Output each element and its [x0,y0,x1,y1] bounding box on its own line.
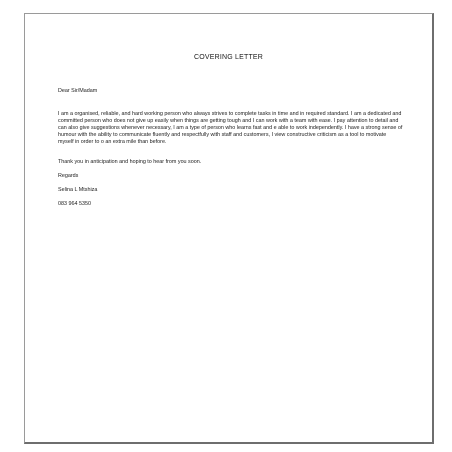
letter-body: I am a organised, reliable, and hard working person who always strives to complete tasks in time and in required standard. I am a dedicated and committed person who does not give up easily when things are getting tough and I can work with a team with ease. I pay attention to detail and can also give suggestions whenever necessary, I am a type of person who learns fast and e able to work independently. I have a strong sense of humour with the ability to communicate fluently and respectfully with staff and customers, I view constructive criticism as a tool to motivate myself in order to o an extra mile than before. [58,111,403,146]
salutation: Dear Sir/Madam [58,88,98,94]
phone-number: 083 964 5350 [58,200,91,207]
closing: Regards [58,172,79,179]
letter-title: COVERING LETTER [193,54,264,61]
thanks-line: Thank you in anticipation and hoping to hear from you soon. [58,158,202,165]
signer-name: Selina L Mtshiza [58,186,98,193]
letter-page [24,13,434,444]
letter-content [58,88,403,208]
